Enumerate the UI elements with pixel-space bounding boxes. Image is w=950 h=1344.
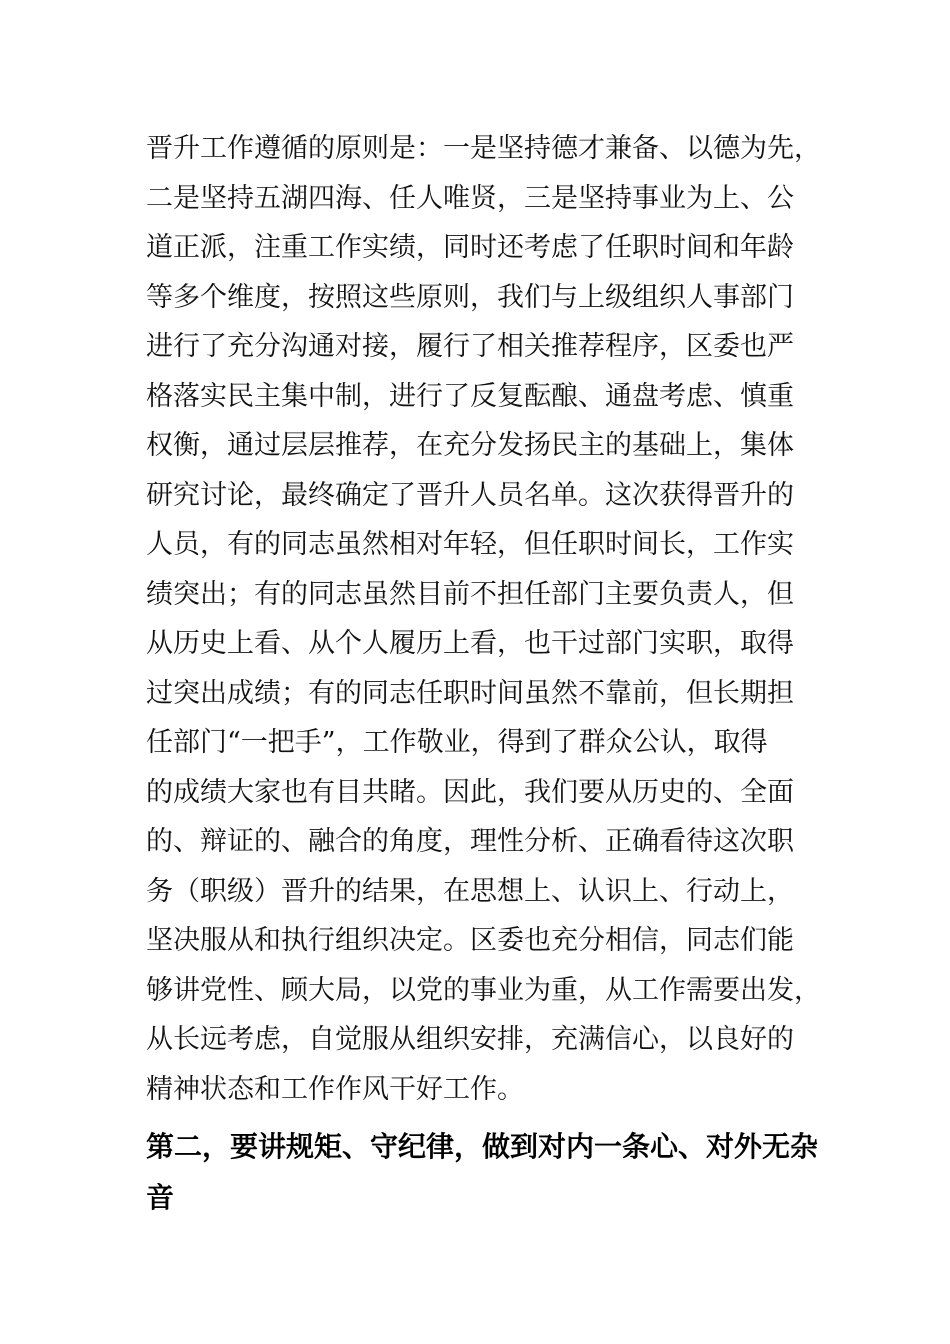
paragraph-line: 过突出成绩；有的同志任职时间虽然不靠前，但长期担 — [146, 677, 794, 709]
heading-line: 音 — [146, 1181, 175, 1214]
paragraph-line: 从长远考虑，自觉服从组织安排，充满信心，以良好的 — [146, 1024, 794, 1055]
paragraph-line: 从历史上看、从个人履历上看，也干过部门实职，取得 — [146, 628, 794, 659]
paragraph-line: 权衡，通过层层推荐，在充分发扬民主的基础上，集体 — [146, 430, 794, 461]
paragraph-line: 进行了充分沟通对接，履行了相关推荐程序，区委也严 — [146, 331, 794, 362]
paragraph-line: 道正派，注重工作实绩，同时还考虑了任职时间和年龄 — [146, 232, 794, 263]
paragraph-line: 二是坚持五湖四海、任人唯贤，三是坚持事业为上、公 — [146, 182, 794, 214]
paragraph-line: 格落实民主集中制，进行了反复酝酿、通盘考虑、慎重 — [146, 380, 794, 412]
paragraph-line: 精神状态和工作作风干好工作。 — [146, 1073, 524, 1105]
paragraph-line: 够讲党性、顾大局，以党的事业为重，从工作需要出发， — [146, 974, 821, 1006]
paragraph-line: 的、辩证的、融合的角度，理性分析、正确看待这次职 — [146, 826, 794, 857]
paragraph-line: 坚决服从和执行组织决定。区委也充分相信，同志们能 — [146, 925, 794, 956]
paragraph-line: 晋升工作遵循的原则是：一是坚持德才兼备、以德为先， — [146, 133, 821, 164]
body-paragraph — [146, 124, 821, 1114]
paragraph-line: 务（职级）晋升的结果，在思想上、认识上、行动上， — [146, 875, 794, 907]
paragraph-line: 任部门“一把手”，工作敬业，得到了群众公认，取得 — [146, 727, 768, 758]
paragraph-line: 的成绩大家也有目共睹。因此，我们要从历史的、全面 — [146, 776, 794, 808]
section-heading — [146, 1121, 819, 1223]
paragraph-line: 人员，有的同志虽然相对年轻，但任职时间长，工作实 — [146, 529, 794, 560]
paragraph-line: 研究讨论，最终确定了晋升人员名单。这次获得晋升的 — [146, 479, 794, 511]
paragraph-line: 绩突出；有的同志虽然目前不担任部门主要负责人，但 — [146, 578, 794, 610]
paragraph-line: 等多个维度，按照这些原则，我们与上级组织人事部门 — [146, 281, 794, 313]
heading-line: 第二，要讲规矩、守纪律，做到对内一条心、对外无杂 — [146, 1130, 819, 1163]
